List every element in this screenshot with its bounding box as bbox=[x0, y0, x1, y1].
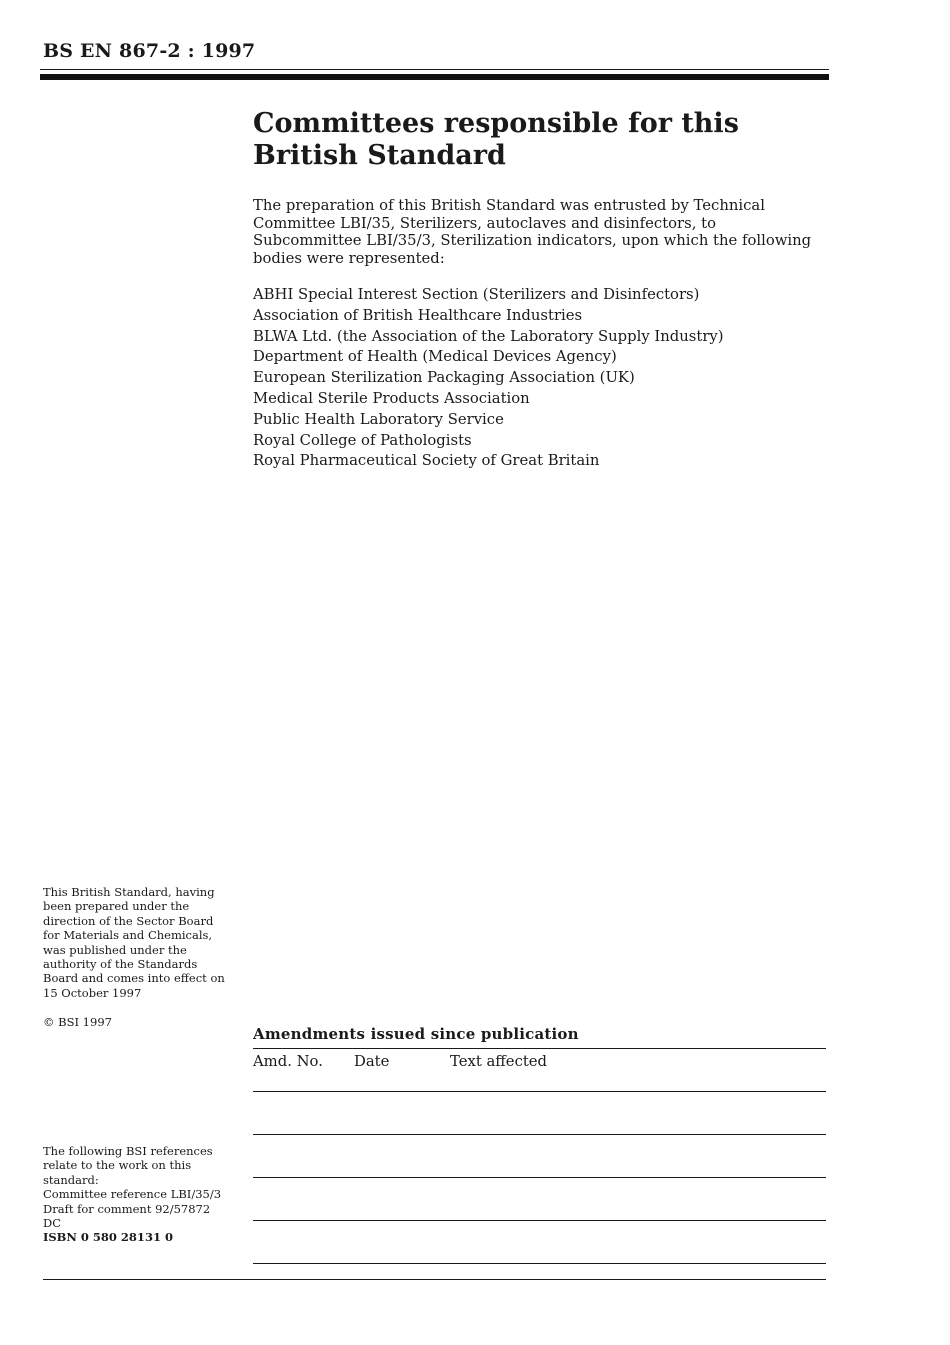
footer-rule bbox=[43, 1279, 826, 1280]
amendment-row-rule bbox=[253, 1220, 826, 1221]
publication-note bbox=[43, 885, 233, 1000]
list-item: Medical Sterile Products Association bbox=[253, 389, 530, 407]
column-header-date: Date bbox=[354, 1053, 390, 1070]
amendment-row-rule bbox=[253, 1263, 826, 1264]
list-item: Association of British Healthcare Industries bbox=[253, 306, 583, 324]
column-header-amd-no: Amd. No. bbox=[253, 1053, 323, 1070]
committee-reference: Committee reference LBI/35/3 bbox=[43, 1187, 222, 1202]
represented-bodies-list bbox=[253, 285, 724, 472]
references-intro: The following BSI references relate to the work on this standard: bbox=[43, 1144, 213, 1187]
effective-date: 15 October 1997 bbox=[43, 985, 142, 1000]
amendments-header-rule bbox=[253, 1048, 826, 1049]
column-header-text-affected: Text affected bbox=[450, 1053, 548, 1070]
header-rule-thick bbox=[40, 74, 829, 80]
bsi-references bbox=[43, 1144, 223, 1230]
page-title bbox=[253, 108, 813, 172]
list-item: Royal College of Pathologists bbox=[253, 431, 472, 449]
list-item: Royal Pharmaceutical Society of Great Britain bbox=[253, 452, 600, 470]
list-item: BLWA Ltd. (the Association of the Laboratory Supply Industry) bbox=[253, 327, 724, 345]
intro-paragraph: The preparation of this British Standard was entrusted by Technical Committee LBI/35, Sterilizers, autoclaves and disinfectors, to Subcommittee LBI/35/3, Sterilization indicators, upon which the following bodies were represented: bbox=[253, 197, 812, 267]
amendments-title: Amendments issued since publication bbox=[253, 1025, 579, 1043]
list-item: ABHI Special Interest Section (Sterilizers and Disinfectors) bbox=[253, 286, 700, 303]
publication-note-text: This British Standard, having been prepared under the direction of the Sector Board for Materials and Chemicals, was published under the authority of the Standards Board and comes into effect on bbox=[43, 885, 225, 986]
isbn: ISBN 0 580 28131 0 bbox=[43, 1230, 173, 1244]
list-item: Department of Health (Medical Devices Agency) bbox=[253, 348, 617, 366]
amendment-row-rule bbox=[253, 1134, 826, 1135]
list-item: Public Health Laboratory Service bbox=[253, 410, 504, 428]
list-item: European Sterilization Packaging Association (UK) bbox=[253, 369, 635, 387]
header-rule-thin bbox=[40, 69, 829, 70]
page-title-line-1: Committees responsible for this bbox=[253, 108, 739, 139]
copyright-notice: © BSI 1997 bbox=[43, 1015, 112, 1029]
draft-reference: Draft for comment 92/57872 DC bbox=[43, 1201, 211, 1231]
page-title-line-2: British Standard bbox=[253, 140, 506, 171]
document-code: BS EN 867-2 : 1997 bbox=[43, 40, 256, 62]
amendment-row-rule bbox=[253, 1091, 826, 1092]
amendment-row-rule bbox=[253, 1177, 826, 1178]
